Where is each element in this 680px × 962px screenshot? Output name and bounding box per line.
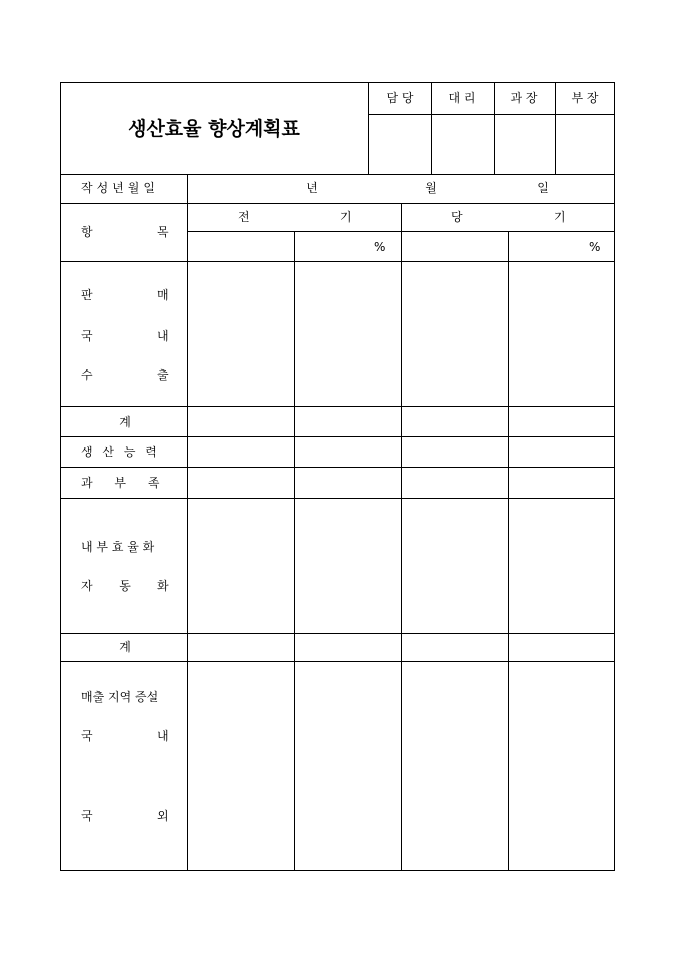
item-label-left: 항 [81,225,93,239]
approval-label-3: 과 장 [510,91,538,105]
rule-approval-3 [555,83,556,174]
rule-below-date [61,203,615,204]
rule-below-total2 [61,661,615,662]
date-day: 일 [537,181,549,195]
rule-curr-mid [508,231,509,871]
rule-approval-1 [431,83,432,174]
domestic-right: 내 [157,329,169,343]
rule-below-sales [61,406,615,407]
rule-approval-header [368,114,615,115]
total-label-2: 계 [119,640,131,654]
prev-percent: % [374,240,386,254]
curr-percent: % [589,240,601,254]
prev-period-left: 전 [238,210,250,224]
total-label-1: 계 [119,415,131,429]
efficiency-heading: 내 부 효 율 화 [81,540,155,554]
rule-label-column [187,174,188,871]
export-left: 수 [81,368,93,382]
rule-below-capacity [61,467,615,468]
date-year: 년 [306,181,318,195]
sales-right: 매 [157,288,169,302]
region-domestic-left: 국 [81,729,93,743]
prev-period-right: 기 [340,210,352,224]
region-heading: 매출 지역 증설 [81,690,159,704]
date-month: 월 [425,181,437,195]
approval-label-1: 담 당 [386,91,414,105]
shortage-label: 과 부 족 [81,476,169,490]
plan-form [60,82,615,871]
approval-label-4: 부 장 [571,91,599,105]
item-label-right: 목 [157,225,169,239]
automation-left: 자 [81,579,93,593]
export-right: 출 [157,368,169,382]
region-overseas-right: 외 [157,809,169,823]
date-label: 작성년월일 [81,181,159,195]
automation-mid: 동 [119,579,131,593]
rule-below-efficiency [61,633,615,634]
rule-below-header [61,174,615,175]
rule-approval-2 [494,83,495,174]
page-title: 생산효율 향상계획표 [128,118,300,140]
region-domestic-right: 내 [157,729,169,743]
curr-period-right: 기 [554,210,566,224]
sales-left: 판 [81,288,93,302]
curr-period-left: 당 [451,210,463,224]
rule-prev-mid [294,231,295,871]
rule-below-item [61,261,615,262]
domestic-left: 국 [81,329,93,343]
automation-right: 화 [157,579,169,593]
region-overseas-left: 국 [81,809,93,823]
capacity-label: 생 산 능 력 [81,445,160,459]
approval-label-2: 대 리 [448,91,476,105]
rule-period-divider [401,203,402,871]
rule-title-approval [368,83,369,174]
rule-below-shortage [61,498,615,499]
rule-below-total1 [61,436,615,437]
